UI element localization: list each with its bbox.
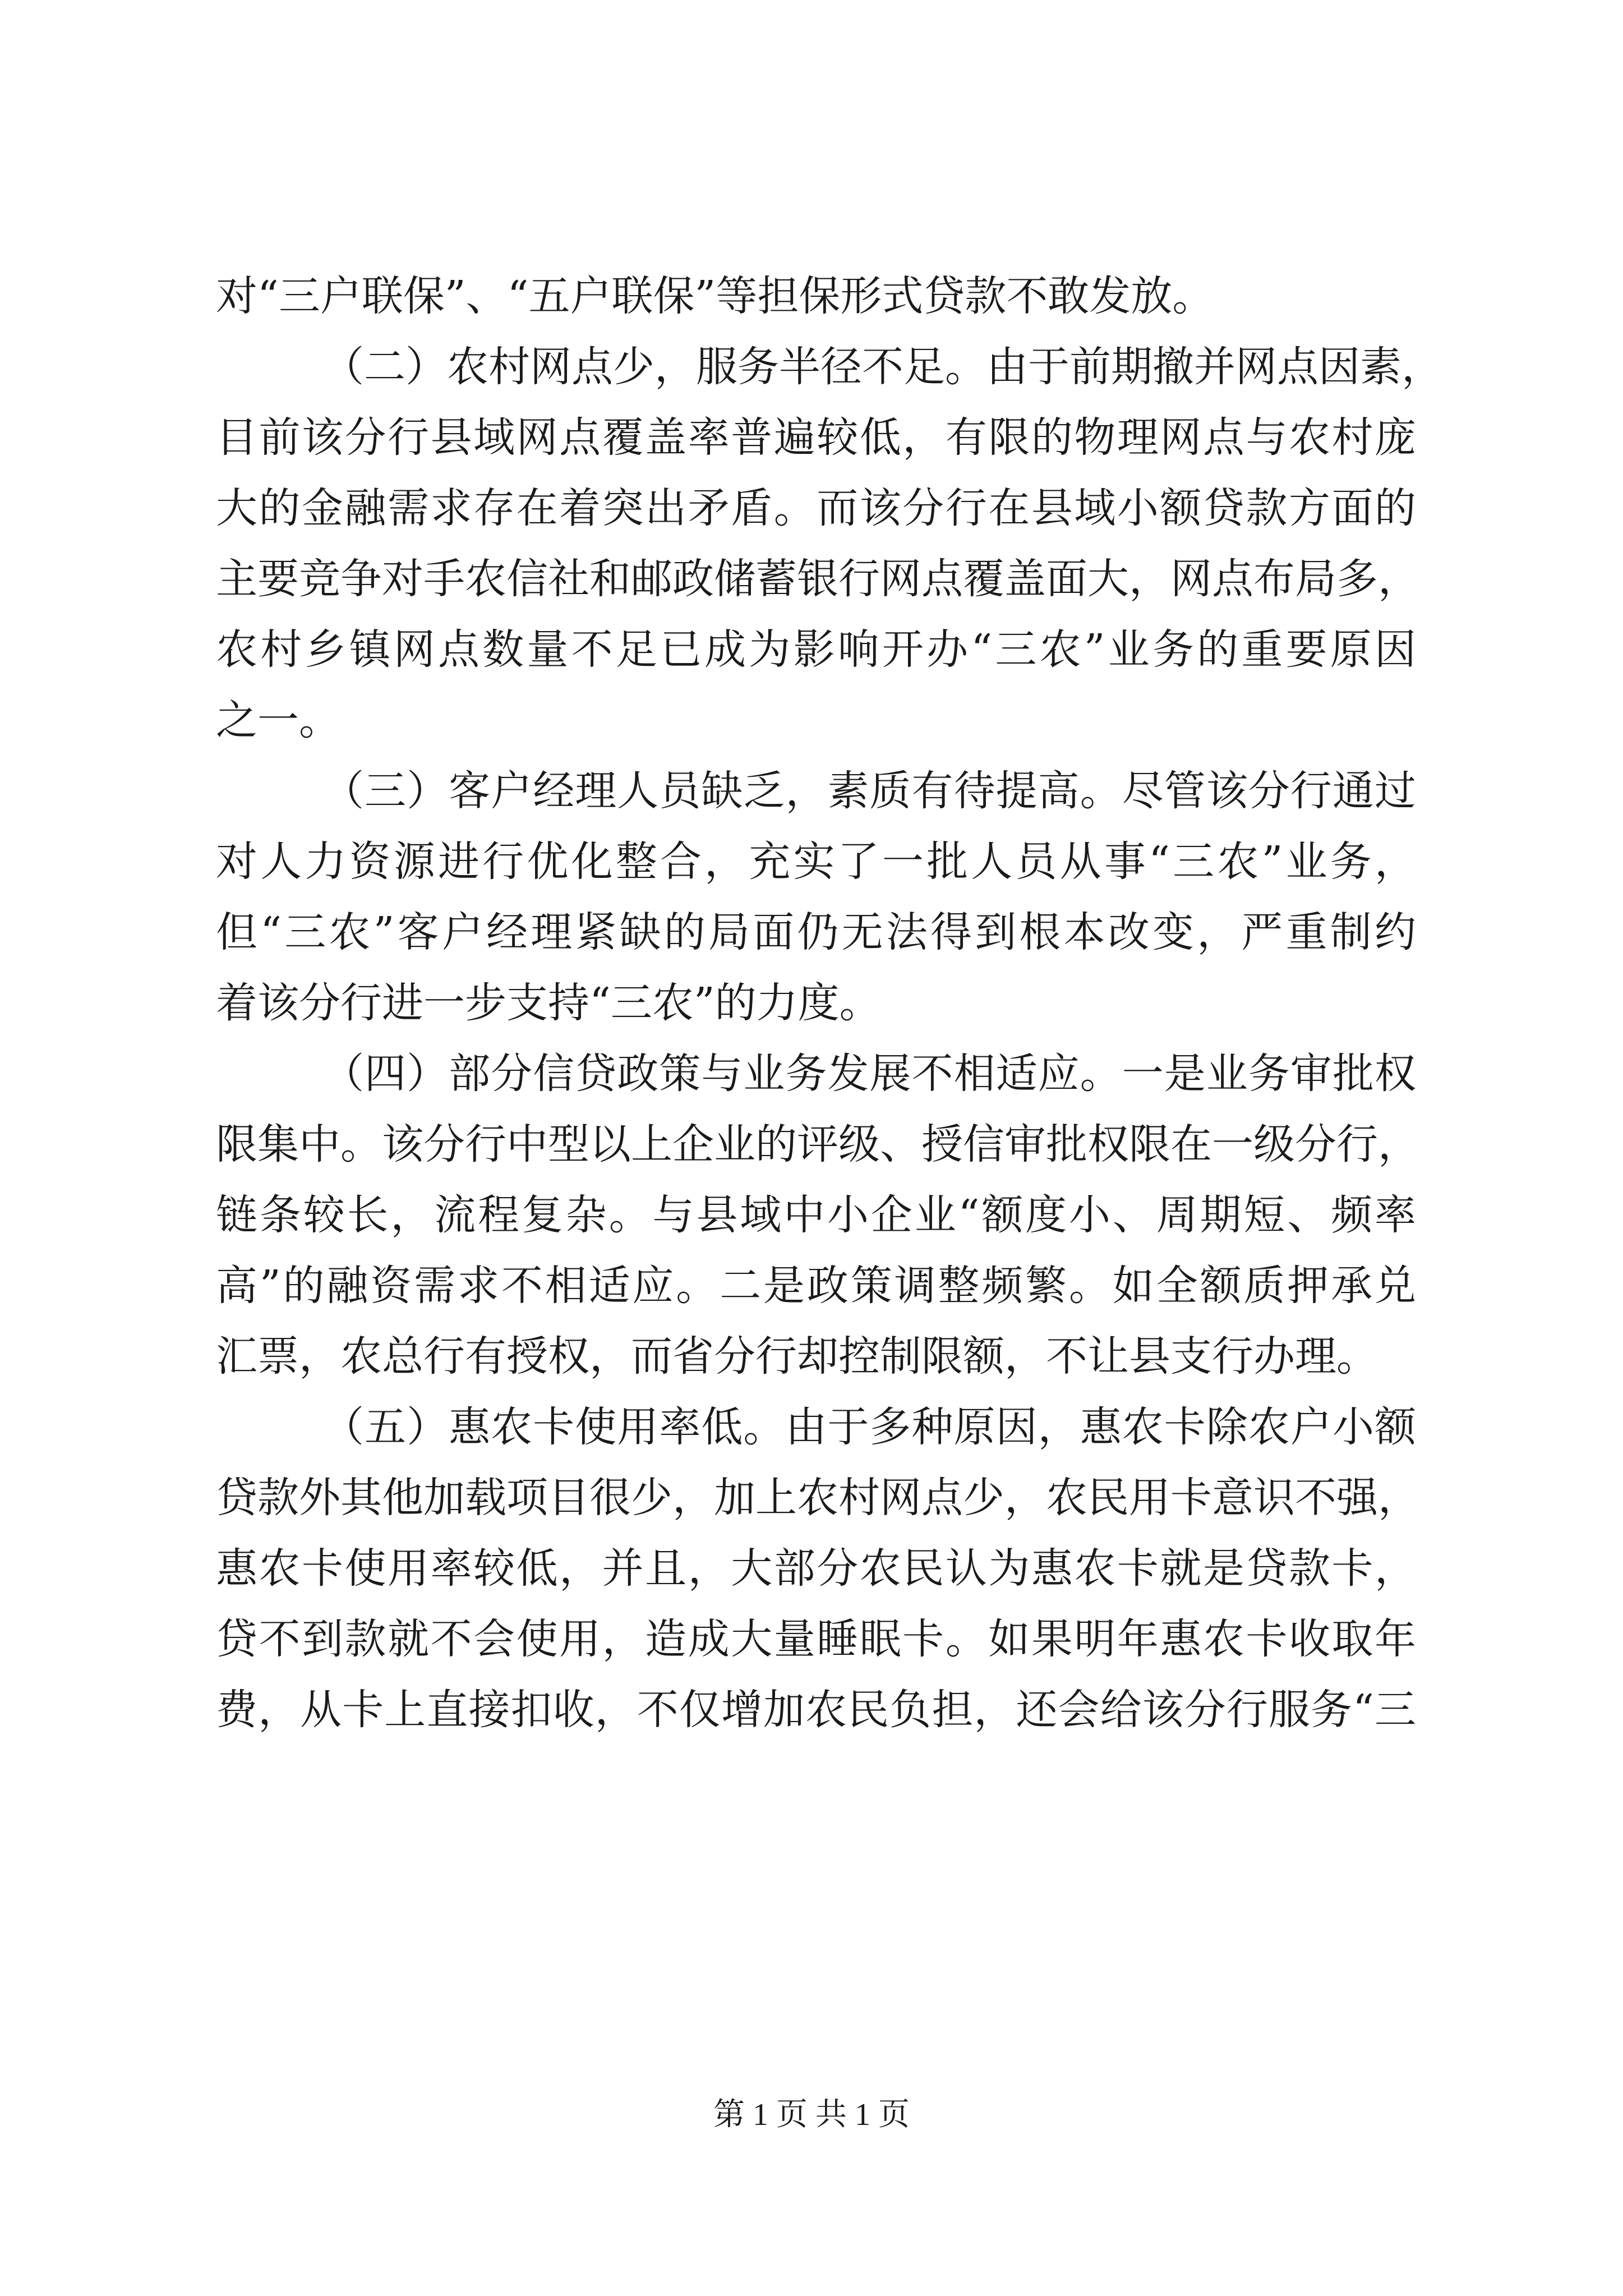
text-line: 贷不到款就不会使用，造成大量睡眠卡。如果明年惠农卡收取年	[216, 1615, 1416, 1663]
page-number-footer: 第 1 页 共 1 页	[713, 2097, 910, 2132]
text-line: 费，从卡上直接扣收，不仅增加农民负担，还会给该分行服务“三	[216, 1686, 1416, 1734]
document-body	[216, 261, 1443, 1745]
text-line: 着该分行进一步支持“三农”的力度。	[216, 979, 881, 1027]
text-line: 贷款外其他加载项目很少，加上农村网点少，农民用卡意识不强，	[216, 1474, 1419, 1522]
text-line: 但“三农”客户经理紧缺的局面仍无法得到根本改变，严重制约	[216, 908, 1416, 956]
paragraph-heading-line: （二）农村网点少，服务半径不足。由于前期撤并网点因素，	[322, 343, 1443, 391]
text-line: 高”的融资需求不相适应。二是政策调整频繁。如全额质押承兑	[216, 1262, 1416, 1310]
paragraph-heading-line: （五）惠农卡使用率低。由于多种原因，惠农卡除农户小额	[322, 1403, 1416, 1451]
text-line: 限集中。该分行中型以上企业的评级、授信审批权限在一级分行，	[216, 1120, 1419, 1168]
text-line: 惠农卡使用率较低，并且，大部分农民认为惠农卡就是贷款卡，	[216, 1544, 1416, 1593]
text-line: 汇票，农总行有授权，而省分行却控制限额，不让县支行办理。	[216, 1332, 1378, 1381]
paragraph-heading-line: （四）部分信贷政策与业务发展不相适应。一是业务审批权	[322, 1050, 1416, 1098]
text-line: 大的金融需求存在着突出矛盾。而该分行在县域小额贷款方面的	[216, 484, 1416, 532]
text-line: 农村乡镇网点数量不足已成为影响开办“三农”业务的重要原因	[216, 625, 1416, 674]
text-line: 对“三户联保”、“五户联保”等担保形式贷款不敢发放。	[216, 272, 1214, 320]
text-line: 主要竞争对手农信社和邮政储蓄银行网点覆盖面大，网点布局多，	[216, 555, 1419, 603]
text-line: 目前该分行县域网点覆盖率普遍较低，有限的物理网点与农村庞	[216, 413, 1416, 462]
paragraph-heading-line: （三）客户经理人员缺乏，素质有待提高。尽管该分行通过	[322, 767, 1416, 815]
text-line: 链条较长，流程复杂。与县域中小企业“额度小、周期短、频率	[216, 1191, 1416, 1239]
text-line: 之一。	[216, 696, 340, 744]
text-line: 对人力资源进行优化整合，充实了一批人员从事“三农”业务，	[216, 838, 1416, 886]
